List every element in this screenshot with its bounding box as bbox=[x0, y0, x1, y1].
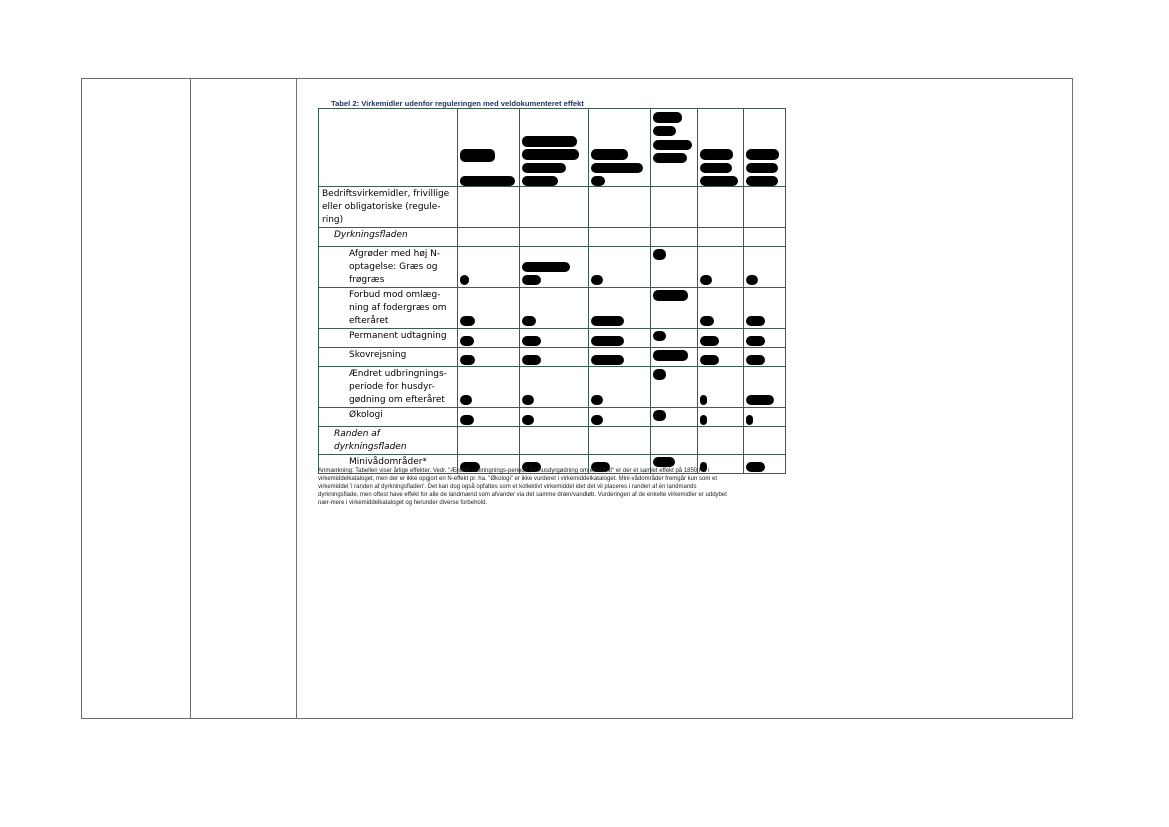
redacted-cell bbox=[744, 367, 786, 408]
redaction-bar bbox=[460, 176, 485, 186]
table-row bbox=[319, 247, 786, 288]
row-label: Ændret udbringnings-periode for husdyr-gødning om efteråret bbox=[319, 367, 458, 408]
redacted-cell bbox=[698, 247, 744, 288]
redaction-bar bbox=[522, 336, 541, 346]
redaction-bar bbox=[591, 275, 603, 285]
table-row bbox=[319, 408, 786, 427]
redacted-cell bbox=[698, 288, 744, 329]
redacted-header-cell bbox=[698, 109, 744, 187]
redaction-bar bbox=[591, 395, 603, 405]
redaction-bar bbox=[746, 163, 778, 173]
redacted-cell bbox=[744, 408, 786, 427]
row-label: Økologi bbox=[319, 408, 458, 427]
redaction-bar bbox=[653, 457, 675, 467]
redaction-bar bbox=[746, 415, 753, 425]
redaction-bar bbox=[591, 336, 624, 346]
redacted-cell bbox=[651, 247, 698, 288]
redacted-cell bbox=[520, 367, 589, 408]
redaction-bar bbox=[700, 336, 719, 346]
redaction-bar bbox=[746, 275, 758, 285]
redacted-cell bbox=[651, 367, 698, 408]
redaction-bar bbox=[653, 140, 692, 150]
redaction-bar bbox=[522, 136, 577, 147]
redaction-bar bbox=[746, 395, 774, 405]
redacted-cell bbox=[520, 288, 589, 329]
redacted-header-cell bbox=[458, 109, 520, 187]
table-row bbox=[319, 187, 786, 228]
table-row bbox=[319, 329, 786, 348]
redaction-bar bbox=[653, 126, 676, 136]
table-row bbox=[319, 348, 786, 367]
redaction-bar bbox=[591, 163, 643, 173]
row-label: Permanent udtagning bbox=[319, 329, 458, 348]
redacted-cell bbox=[744, 288, 786, 329]
redacted-cell bbox=[651, 329, 698, 348]
redaction-bar bbox=[522, 176, 558, 186]
redaction-bar bbox=[700, 355, 719, 365]
row-label: Forbud mod omlæg-ning af fodergræs om efteråret bbox=[319, 288, 458, 329]
redaction-bar bbox=[653, 290, 688, 301]
redaction-bar bbox=[653, 112, 682, 123]
redaction-bar bbox=[700, 163, 732, 173]
redaction-bar bbox=[653, 249, 666, 260]
redaction-bar bbox=[653, 153, 687, 163]
redacted-cell bbox=[458, 367, 520, 408]
redacted-cell bbox=[698, 348, 744, 367]
redacted-cell bbox=[589, 288, 651, 329]
header-corner-cell bbox=[319, 109, 458, 187]
redacted-cell bbox=[744, 348, 786, 367]
redaction-bar bbox=[746, 336, 765, 346]
redacted-cell bbox=[458, 247, 520, 288]
table-row bbox=[319, 427, 786, 455]
redaction-bar bbox=[522, 262, 570, 272]
column-divider bbox=[190, 79, 191, 718]
redacted-cell bbox=[589, 367, 651, 408]
redaction-bar bbox=[522, 355, 541, 365]
row-label: Minivådområder* bbox=[319, 455, 458, 474]
redaction-bar bbox=[460, 395, 472, 405]
header-row bbox=[319, 109, 786, 187]
redaction-bar bbox=[591, 149, 628, 160]
row-label: Randen af dyrkningsfladen bbox=[319, 427, 458, 455]
redacted-cell bbox=[520, 247, 589, 288]
redaction-bar bbox=[591, 415, 603, 425]
redacted-header-cell bbox=[589, 109, 651, 187]
row-label: Dyrkningsfladen bbox=[319, 228, 458, 247]
redaction-bar bbox=[522, 275, 541, 285]
redacted-cell bbox=[698, 408, 744, 427]
table-row bbox=[319, 288, 786, 329]
redaction-bar bbox=[522, 415, 534, 425]
redaction-bar bbox=[522, 395, 534, 405]
redaction-bar bbox=[746, 462, 765, 472]
redacted-cell bbox=[698, 367, 744, 408]
redaction-bar bbox=[522, 316, 536, 326]
row-label: Bedriftsvirkemidler, frivillige eller obligatoriske (regule-ring) bbox=[319, 187, 458, 228]
redaction-bar bbox=[460, 275, 469, 285]
redaction-bar bbox=[700, 316, 714, 326]
redacted-cell bbox=[651, 408, 698, 427]
redacted-cell bbox=[744, 247, 786, 288]
redacted-cell bbox=[744, 329, 786, 348]
column-divider bbox=[296, 79, 297, 718]
table-row bbox=[319, 228, 786, 247]
redacted-cell bbox=[651, 348, 698, 367]
redacted-cell bbox=[520, 329, 589, 348]
redaction-bar bbox=[700, 176, 738, 186]
redacted-header-cell bbox=[651, 109, 698, 187]
redacted-cell bbox=[589, 329, 651, 348]
redacted-cell bbox=[520, 348, 589, 367]
redaction-bar bbox=[460, 316, 475, 326]
row-label: Afgrøder med høj N-optagelse: Græs og frøgræs bbox=[319, 247, 458, 288]
redaction-bar bbox=[591, 316, 624, 326]
redaction-bar bbox=[700, 149, 733, 160]
redacted-header-cell bbox=[520, 109, 589, 187]
redaction-bar bbox=[700, 395, 707, 405]
redacted-cell bbox=[458, 348, 520, 367]
redaction-bar bbox=[591, 176, 605, 186]
redaction-bar bbox=[653, 410, 666, 421]
redacted-cell bbox=[589, 348, 651, 367]
redaction-bar bbox=[746, 176, 778, 186]
redacted-cell bbox=[589, 408, 651, 427]
redaction-bar bbox=[522, 163, 566, 173]
redaction-bar bbox=[522, 149, 579, 160]
redacted-cell bbox=[744, 455, 786, 474]
redaction-bar bbox=[460, 149, 495, 162]
redaction-bar bbox=[653, 369, 666, 380]
redacted-cell bbox=[458, 408, 520, 427]
redaction-bar bbox=[746, 355, 765, 365]
redacted-cell bbox=[458, 329, 520, 348]
redaction-bar bbox=[700, 275, 712, 285]
redacted-cell bbox=[458, 288, 520, 329]
redaction-bar bbox=[591, 355, 624, 365]
redaction-bar bbox=[653, 331, 666, 341]
table-row bbox=[319, 367, 786, 408]
redaction-bar bbox=[746, 149, 779, 160]
redacted-cell bbox=[698, 329, 744, 348]
redaction-bar bbox=[460, 355, 475, 365]
table-note: Anmærkning: Tabellen viser årlige effekter. Vedr. "Ændret udbringnings-periode for husdyrgødning om efteråret" er der et samlet effekt på 1850 t N i virkemiddelkataloget, men der er ikke opgjort en N-effekt pr. ha. "Økologi" er ikke vurderet i virkemiddelkataloget. Mini-vådområder fremgår kun som et virkemiddel 'i randen af dyrkningsfladen'. Det kan dog også opfattes som et kollektivt virkemiddel idet det vil placeres i randen af én landmands dyrkningsflade, men oftest have effekt for alle de landmænd som afvander via det samme dræn/vandløb. Vurderingen af de enkelte virkemidler er uddybet nær-mere i virkemiddelkataloget og herunder diverse forbehold. bbox=[318, 468, 727, 506]
redacted-cell bbox=[651, 288, 698, 329]
redacted-cell bbox=[520, 408, 589, 427]
table-caption: Tabel 2: Virkemidler udenfor reguleringen med veldokumenteret effekt bbox=[331, 99, 584, 108]
redaction-bar bbox=[700, 415, 707, 425]
redaction-bar bbox=[746, 316, 765, 326]
redacted-cell bbox=[589, 247, 651, 288]
redaction-bar bbox=[653, 350, 688, 361]
redacted-header-cell bbox=[744, 109, 786, 187]
redaction-bar bbox=[460, 336, 474, 346]
effect-table bbox=[318, 108, 786, 474]
row-label: Skovrejsning bbox=[319, 348, 458, 367]
redaction-bar bbox=[460, 415, 474, 425]
